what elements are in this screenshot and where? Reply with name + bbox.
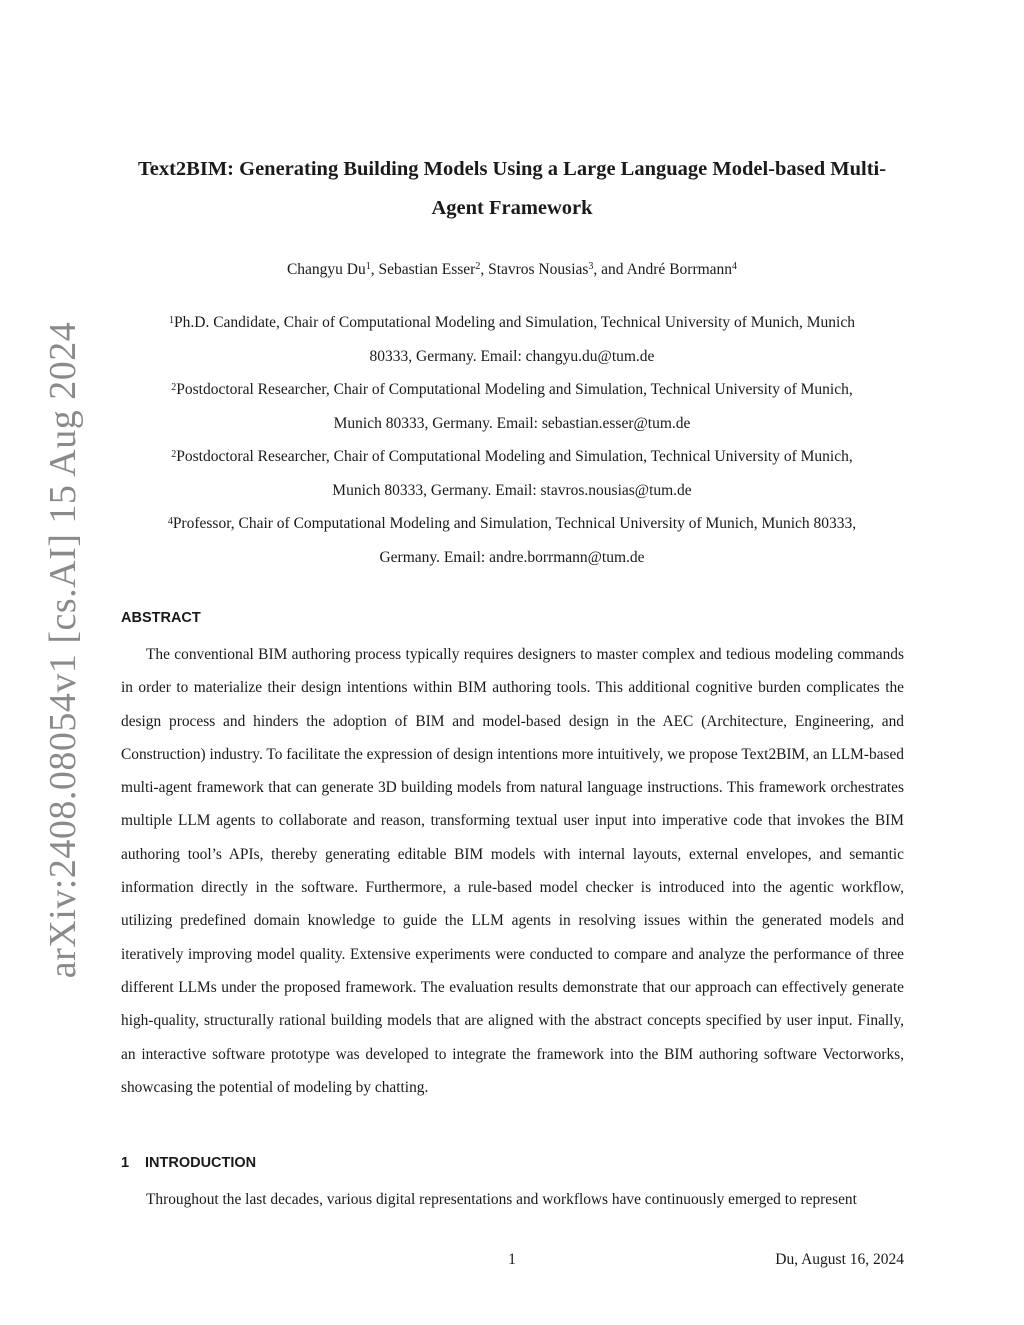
author: André Borrmann$^4$	[626, 261, 738, 278]
footer-author-date: Du, August 16, 2024	[775, 1251, 904, 1268]
author-affiliation-mark: 3	[588, 261, 594, 272]
affiliation: $^2$Postdoctoral Researcher, Chair of Computational Modeling and Simulation, Technical University of Munich, Munich 80333, Germany. Email: sebastian.esser@tum.de	[171, 381, 853, 432]
author-affiliation-mark: 1	[365, 261, 371, 272]
author-affiliation-mark: 4	[732, 261, 738, 272]
section-heading-introduction	[121, 1155, 256, 1171]
abstract-text: The conventional BIM authoring process typically requires designers to master complex and tedious modeling commands in order to materialize their design intentions within BIM authoring tools. This additional cognitive burden complicates the design process and hinders the adoption of BIM and model-based design in the AEC (Architecture, Engineering, and Construction) industry. To facilitate the expression of design intentions more intuitively, we propose Text2BIM, an LLM-based multi-agent framework that can generate 3D building models from natural language instructions. This framework orchestrates multiple LLM agents to collaborate and reason, transforming textual user input into imperative code that invokes the BIM authoring tool’s APIs, thereby generating editable BIM models with internal layouts, external envelopes, and semantic information directly in the software. Furthermore, a rule-based model checker is introduced into the agentic workflow, utilizing predefined domain knowledge to guide the LLM agents in resolving issues within the generated models and iteratively improving model quality. Extensive experiments were conducted to compare and analyze the performance of three different LLMs under the proposed framework. The evaluation results demonstrate that our approach can effectively generate high-quality, structurally rational building models that are aligned with the abstract concepts specified by user input. Finally, an interactive software prototype was developed to integrate the framework into the BIM authoring software Vectorworks, showcasing the potential of modeling by chatting.	[121, 646, 904, 1096]
affiliation: $^4$Professor, Chair of Computational Modeling and Simulation, Technical University of Munich, Munich 80333, Germany. Email: andre.borrmann@tum.de	[167, 515, 857, 566]
affiliation-list	[120, 306, 904, 574]
author-affiliation-mark: 2	[475, 261, 481, 272]
section-number: 1	[121, 1155, 130, 1171]
arxiv-identifier-stamp: arXiv:2408.08054v1 [cs.AI] 15 Aug 2024	[42, 321, 84, 979]
author: Changyu Du$^1$,	[286, 261, 379, 278]
author-list	[120, 258, 904, 282]
introduction-text: Throughout the last decades, various digital representations and workflows have continuously emerged to represent	[146, 1191, 857, 1208]
author: Sebastian Esser$^2$,	[378, 261, 489, 278]
abstract-heading: ABSTRACT	[121, 610, 201, 626]
page-number: 1	[508, 1251, 516, 1268]
paper-title: Text2BIM: Generating Building Models Using a Large Language Model-based Multi-Agent Framework	[137, 158, 887, 219]
author: Stavros Nousias$^3$, and	[488, 261, 627, 278]
affiliation: $^2$Postdoctoral Researcher, Chair of Computational Modeling and Simulation, Technical University of Munich, Munich 80333, Germany. Email: stavros.nousias@tum.de	[171, 448, 853, 499]
affiliation: $^1$Ph.D. Candidate, Chair of Computational Modeling and Simulation, Technical University of Munich, Munich 80333, Germany. Email: changyu.du@tum.de	[169, 314, 855, 365]
section-title: INTRODUCTION	[145, 1155, 257, 1171]
